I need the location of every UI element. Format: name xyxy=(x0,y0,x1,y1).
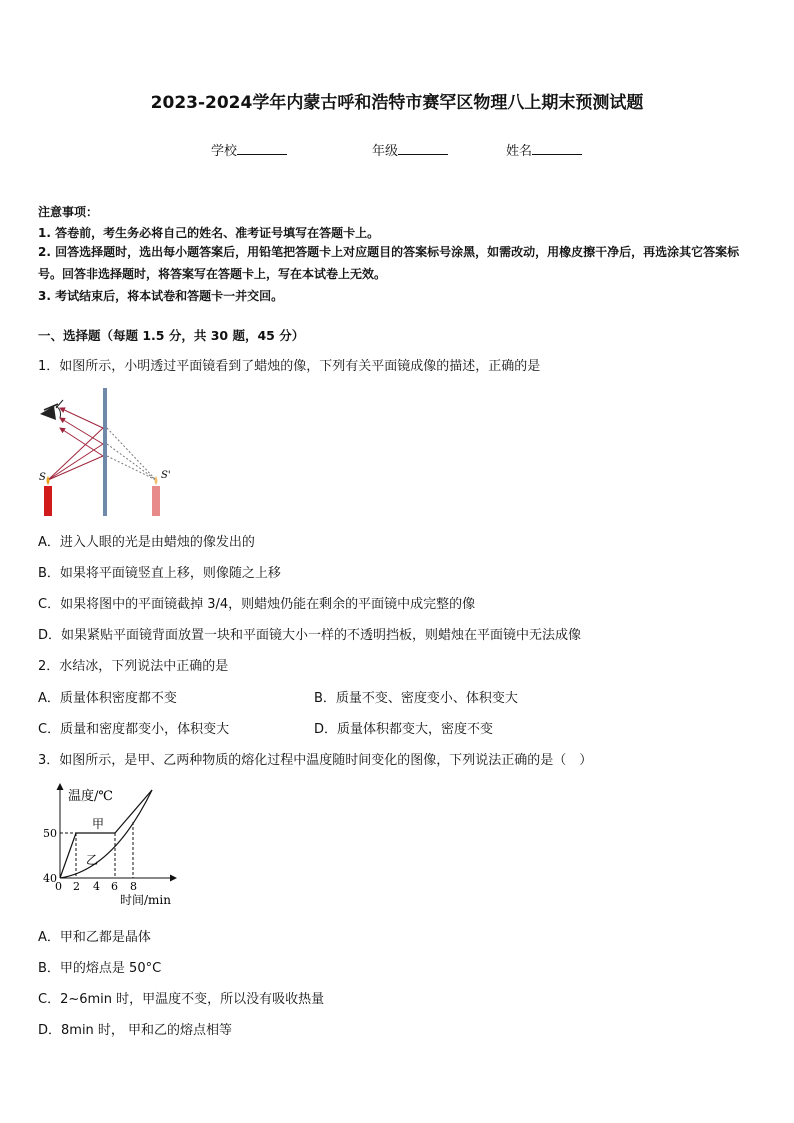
notice-item: 3. 考试结束后，将本试卷和答题卡一并交回。 xyxy=(38,289,284,303)
name-label: 姓名 xyxy=(506,144,533,159)
question-1-option-c[interactable]: C．如果将图中的平面镜截掉 3/4，则蜡烛仍能在剩余的平面镜中成完整的像 xyxy=(38,597,476,612)
candle-image xyxy=(152,476,160,516)
name-field xyxy=(506,140,582,159)
question-1-option-b[interactable]: B．如果将平面镜竖直上移，则像随之上移 xyxy=(38,566,281,581)
x-tick-label: 4 xyxy=(93,880,100,893)
school-label: 学校 xyxy=(211,144,238,159)
question-3-option-c[interactable]: C．2~6min 时，甲温度不变，所以没有吸收热量 xyxy=(38,992,325,1007)
notice-heading: 注意事项： xyxy=(38,205,99,219)
y-tick-label: 50 xyxy=(43,827,57,840)
x-tick-label: 0 xyxy=(55,880,62,893)
section-heading: 一、选择题（每题 1.5 分，共 30 题，45 分） xyxy=(38,328,305,343)
x-tick-label: 8 xyxy=(130,880,137,893)
x-axis-label: 时间/min xyxy=(120,893,171,907)
name-blank xyxy=(532,142,582,155)
question-3-option-a[interactable]: A．甲和乙都是晶体 xyxy=(38,930,151,945)
question-1-option-d[interactable]: D．如果紧贴平面镜背面放置一块和平面镜大小一样的不透明挡板，则蜡烛在平面镜中无法成像 xyxy=(38,628,582,643)
notice-item: 2. 回答选择题时，选出每小题答案后，用铅笔把答题卡上对应题目的答案标号涂黑，如需改动，用橡皮擦干净后，再选涂其它答案标号。回答非选择题时，将答案写在答题卡上，写在本试卷上无效。 xyxy=(38,245,740,281)
notice-item: 1. 答卷前，考生务必将自己的姓名、准考证号填写在答题卡上。 xyxy=(38,226,380,240)
y-axis-label: 温度/℃ xyxy=(68,789,113,804)
question-2-stem: 2．水结冰，下列说法中正确的是 xyxy=(38,659,229,674)
mirror-candle-figure xyxy=(36,384,176,520)
question-1-stem: 1．如图所示，小明透过平面镜看到了蜡烛的像，下列有关平面镜成像的描述，正确的是 xyxy=(38,359,541,374)
eye-icon xyxy=(40,400,63,420)
question-2-option-c[interactable]: C．质量和密度都变小，体积变大 xyxy=(38,722,230,737)
question-2-option-b[interactable]: B．质量不变、密度变小、体积变大 xyxy=(314,691,518,706)
question-2-option-a[interactable]: A．质量体积密度都不变 xyxy=(38,691,177,706)
question-1-option-a[interactable]: A．进入人眼的光是由蜡烛的像发出的 xyxy=(38,535,255,550)
label-s-prime: S' xyxy=(161,470,171,481)
y-tick-label: 40 xyxy=(43,872,57,885)
x-tick-label: 2 xyxy=(73,880,80,893)
question-2-option-d[interactable]: D．质量体积都变大，密度不变 xyxy=(314,722,494,737)
school-field xyxy=(211,140,287,159)
plane-mirror xyxy=(103,388,107,516)
label-s: S xyxy=(39,472,46,483)
question-3-option-b[interactable]: B．甲的熔点是 50°C xyxy=(38,961,162,976)
series-yi-label: 乙 xyxy=(86,853,99,867)
light-rays xyxy=(48,408,103,480)
grade-blank xyxy=(398,142,448,155)
page-title: 2023-2024学年内蒙古呼和浩特市赛罕区物理八上期末预测试题 xyxy=(150,93,644,113)
grade-label: 年级 xyxy=(372,144,399,159)
series-jia-label: 甲 xyxy=(92,817,105,831)
x-tick-label: 6 xyxy=(111,880,118,893)
school-blank xyxy=(237,142,287,155)
grade-field xyxy=(372,140,448,159)
question-3-option-d[interactable]: D．8min 时， 甲和乙的熔点相等 xyxy=(38,1023,233,1038)
question-3-stem: 3．如图所示，是甲、乙两种物质的熔化过程中温度随时间变化的图像，下列说法正确的是（ ） xyxy=(38,753,593,768)
melting-graph xyxy=(38,780,188,910)
virtual-rays xyxy=(107,428,156,480)
